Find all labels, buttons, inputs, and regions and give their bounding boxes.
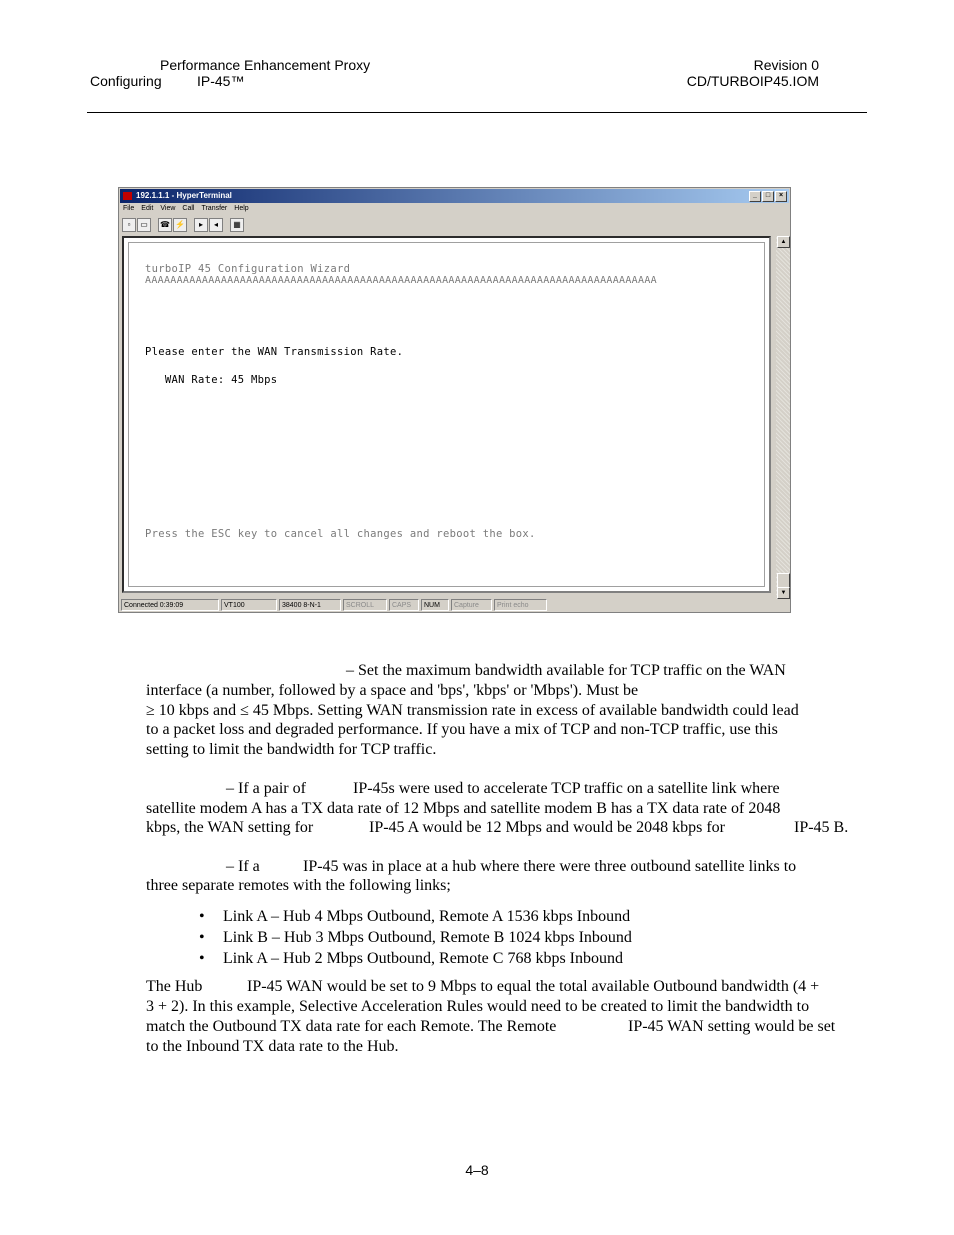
scroll-up-icon[interactable]: ▲ (777, 236, 790, 248)
status-connected: Connected 0:39:09 (121, 599, 219, 611)
para1-line2: interface (a number, followed by a space and 'bps', 'kbps' or 'Mbps'). Must be (146, 682, 639, 699)
bullet-item: • Link A – Hub 2 Mbps Outbound, Remote C 768 kbps Inbound (199, 950, 624, 967)
terminal-wan-rate: WAN Rate: 45 Mbps (145, 374, 278, 386)
para3-line2: three separate remotes with the following links; (146, 877, 451, 894)
para3-line1a: – If a (226, 858, 260, 875)
para2-line3a: kbps, the WAN setting for (146, 819, 314, 836)
status-caps: CAPS (389, 599, 419, 611)
menu-file[interactable]: File (123, 205, 135, 212)
header-section: Configuring (90, 73, 162, 89)
para2-line3c: IP-45 B. (794, 819, 849, 836)
hyperterminal-icon (123, 192, 132, 200)
status-port: 38400 8-N-1 (279, 599, 341, 611)
para4-line1b: IP-45 WAN would be set to 9 Mbps to equal the total available Outbound bandwidth (4 + (247, 978, 820, 995)
maximize-icon[interactable]: □ (762, 191, 774, 202)
bullet-text: Link A – Hub 2 Mbps Outbound, Remote C 768 kbps Inbound (223, 950, 624, 967)
header-revision: Revision 0 (753, 57, 819, 73)
para4-line3a: match the Outbound TX data rate for each Remote. The Remote (146, 1018, 557, 1035)
status-capture: Capture (451, 599, 492, 611)
receive-icon[interactable]: ◂ (209, 218, 223, 232)
vertical-scrollbar[interactable] (776, 236, 790, 599)
send-icon[interactable]: ▸ (194, 218, 208, 232)
menu-bar (123, 203, 249, 215)
bullet-item: • Link A – Hub 4 Mbps Outbound, Remote A 1536 kbps Inbound (199, 908, 631, 925)
header-doc-title: Performance Enhancement Proxy (160, 57, 371, 73)
para1-line1: – Set the maximum bandwidth available for TCP traffic on the WAN (346, 662, 786, 679)
open-icon[interactable]: ▭ (137, 218, 151, 232)
hyperterminal-window (118, 187, 791, 613)
menu-transfer[interactable]: Transfer (201, 205, 228, 212)
terminal-wizard-title: turboIP 45 Configuration Wizard (145, 263, 351, 275)
para3-line1b: IP-45 was in place at a hub where there were three outbound satellite links to (303, 858, 797, 875)
bullet-text: Link B – Hub 3 Mbps Outbound, Remote B 1024 kbps Inbound (223, 929, 632, 946)
para2-line2: satellite modem A has a TX data rate of 12 Mbps and satellite modem B has a TX data rate of 2048 (146, 800, 781, 817)
menu-edit[interactable]: Edit (141, 205, 154, 212)
bullet-item: • Link B – Hub 3 Mbps Outbound, Remote B 1024 kbps Inbound (199, 929, 632, 946)
status-num: NUM (421, 599, 449, 611)
terminal-prompt: Please enter the WAN Transmission Rate. (145, 346, 404, 358)
para2-line3b: IP-45 A would be 12 Mbps and would be 2048 kbps for (369, 819, 725, 836)
para4-line4: to the Inbound TX data rate to the Hub. (146, 1038, 399, 1055)
para4-line3b: IP-45 WAN setting would be set (628, 1018, 836, 1035)
para4-line1a: The Hub (146, 978, 203, 995)
bullet-text: Link A – Hub 4 Mbps Outbound, Remote A 1536 kbps Inbound (223, 908, 631, 925)
terminal-esc-note: Press the ESC key to cancel all changes and reboot the box. (145, 528, 536, 540)
menu-view[interactable]: View (160, 205, 176, 212)
toolbar (122, 216, 245, 234)
para2-line1b: IP-45s were used to accelerate TCP traffic on a satellite link where (353, 780, 780, 797)
menu-call[interactable]: Call (182, 205, 195, 212)
properties-icon[interactable]: ▦ (230, 218, 244, 232)
scroll-down-icon[interactable]: ▼ (777, 587, 790, 599)
status-scroll: SCROLL (343, 599, 387, 611)
status-bar (121, 599, 547, 611)
new-connection-icon[interactable]: ▫ (122, 218, 136, 232)
menu-help[interactable]: Help (234, 205, 249, 212)
close-icon[interactable]: × (775, 191, 787, 202)
header-doc-number: CD/TURBOIP45.IOM (686, 73, 819, 89)
para1-line3: ≥ 10 kbps and ≤ 45 Mbps. Setting WAN transmission rate in excess of available bandwidth could lead (146, 702, 799, 719)
para2-line1a: – If a pair of (226, 780, 306, 797)
para4-line2: 3 + 2). In this example, Selective Acceleration Rules would need to be created to limit the bandwidth to (146, 998, 810, 1015)
status-emulation: VT100 (221, 599, 277, 611)
window-titlebar[interactable] (120, 189, 789, 203)
para1-line4: to a packet loss and degraded performance. If you have a mix of TCP and non-TCP traffic, use this (146, 721, 778, 738)
status-print-echo: Print echo (494, 599, 547, 611)
terminal-title-underline: AAAAAAAAAAAAAAAAAAAAAAAAAAAAAAAAAAAAAAAAAAAAAAAAAAAAAAAAAAAAAAAAAAAAAAAAAAAAAAAAA (145, 275, 657, 286)
header-rule (87, 112, 867, 113)
connect-icon[interactable]: ☎ (158, 218, 172, 232)
minimize-icon[interactable]: _ (749, 191, 761, 202)
window-title: 192.1.1.1 - HyperTerminal (136, 191, 232, 200)
terminal-screen[interactable] (122, 236, 771, 593)
page-number: 4–8 (465, 1162, 489, 1178)
header-product: IP-45™ (197, 73, 245, 89)
disconnect-icon[interactable]: ⚡ (173, 218, 187, 232)
para1-line5: setting to limit the bandwidth for TCP traffic. (146, 741, 437, 758)
